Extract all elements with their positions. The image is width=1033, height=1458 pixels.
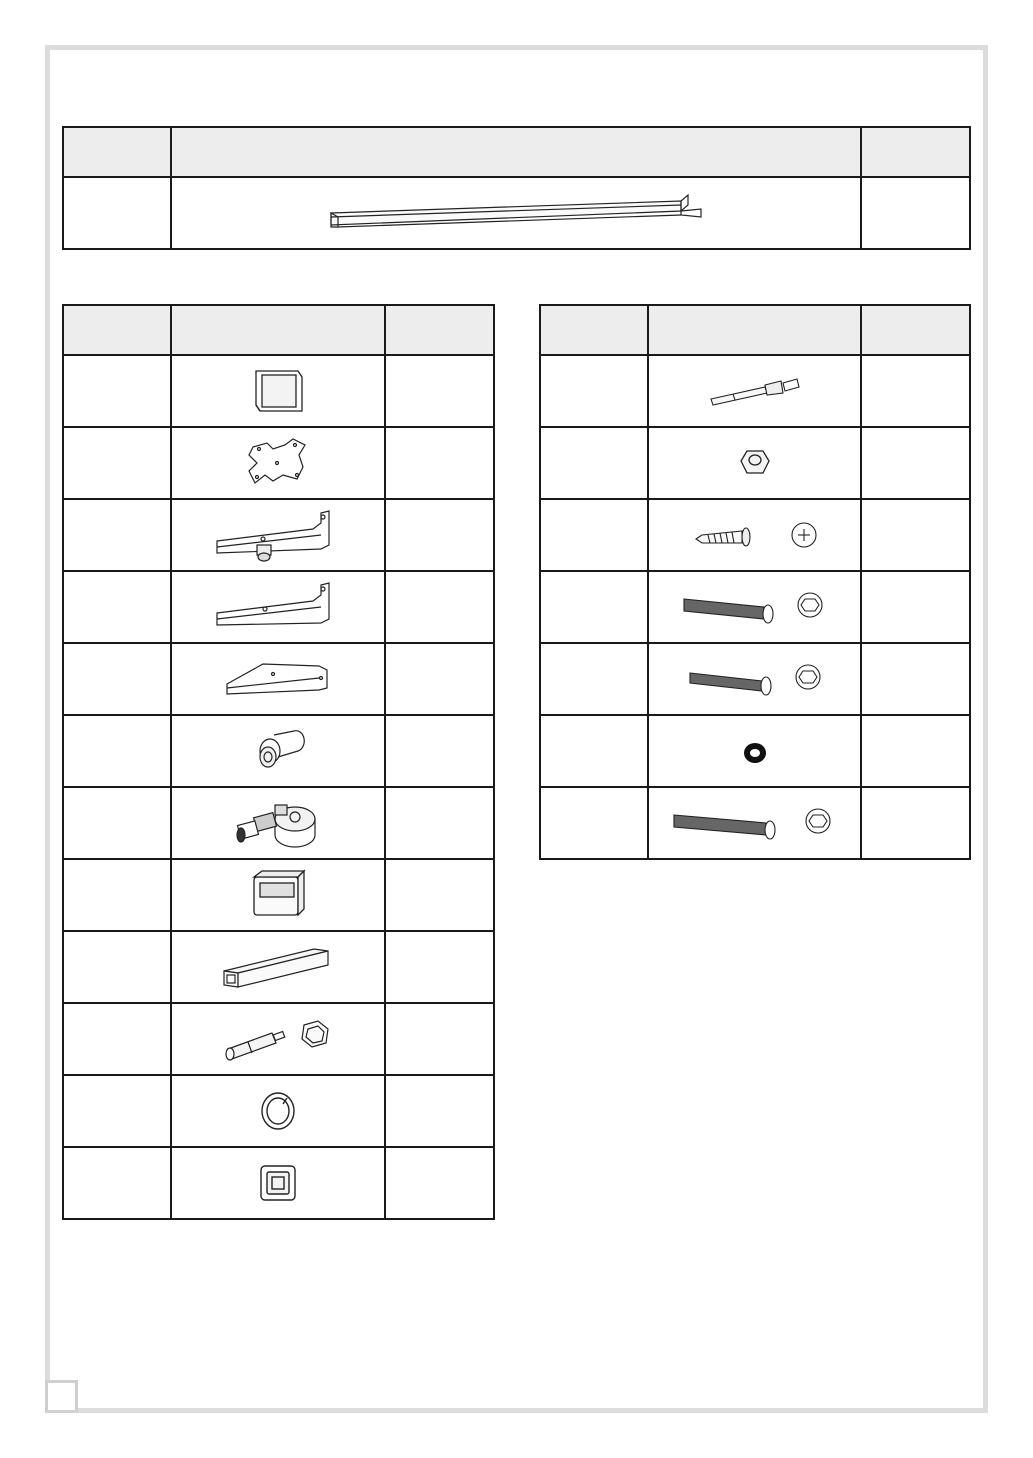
cell-no	[63, 355, 171, 427]
anchor-bolt-icon	[705, 371, 805, 411]
cell-image	[171, 355, 385, 427]
table-row	[540, 643, 970, 715]
cell-no	[63, 499, 171, 571]
cell-qty	[861, 499, 970, 571]
table-row	[540, 715, 970, 787]
header-no	[540, 305, 648, 355]
cell-no	[63, 1147, 171, 1219]
header-part	[648, 305, 861, 355]
cell-qty	[385, 931, 494, 1003]
cell-image	[171, 427, 385, 499]
cell-qty	[385, 643, 494, 715]
cell-image	[171, 177, 861, 249]
header-part	[171, 305, 385, 355]
cell-qty	[861, 427, 970, 499]
cell-image	[648, 715, 861, 787]
top-parts-table	[62, 126, 971, 250]
cell-image	[171, 1003, 385, 1075]
cell-qty	[861, 571, 970, 643]
table-row	[63, 499, 494, 571]
left-parts-table	[62, 304, 495, 1220]
cell-no	[540, 643, 648, 715]
hex-bolt-xl-icon	[670, 801, 840, 845]
cell-qty	[861, 715, 970, 787]
cell-qty	[385, 427, 494, 499]
hex-bolt-medium-icon	[680, 657, 830, 701]
table-row	[63, 931, 494, 1003]
cell-image	[171, 1075, 385, 1147]
ring-clip-icon	[253, 1086, 303, 1136]
table-row	[63, 177, 970, 249]
table-header-row	[540, 305, 970, 355]
cell-no	[540, 715, 648, 787]
table-row	[63, 1147, 494, 1219]
cell-image	[171, 571, 385, 643]
cell-image	[171, 643, 385, 715]
table-row	[63, 643, 494, 715]
table-row	[540, 787, 970, 859]
bracket-knob-icon	[213, 505, 343, 565]
cell-image	[648, 571, 861, 643]
table-row	[540, 427, 970, 499]
hex-nut-icon	[735, 443, 775, 483]
table-row	[63, 355, 494, 427]
table-row	[63, 1075, 494, 1147]
cell-qty	[385, 1003, 494, 1075]
cell-qty	[385, 715, 494, 787]
table-row	[63, 715, 494, 787]
cell-qty	[861, 787, 970, 859]
cell-no	[63, 715, 171, 787]
square-cap-icon	[248, 361, 308, 421]
cell-image	[171, 715, 385, 787]
header-qty	[861, 305, 970, 355]
square-tube-icon	[218, 939, 338, 995]
table-row	[540, 499, 970, 571]
cell-image	[171, 499, 385, 571]
washer-icon	[735, 731, 775, 771]
hex-bolt-long-icon	[680, 585, 830, 629]
stopper-icon	[250, 723, 306, 779]
table-row	[63, 859, 494, 931]
cell-no	[63, 1003, 171, 1075]
cell-no	[63, 1075, 171, 1147]
cell-qty	[861, 643, 970, 715]
cell-qty	[385, 1075, 494, 1147]
cell-qty	[385, 355, 494, 427]
table-row	[540, 355, 970, 427]
cell-image	[648, 643, 861, 715]
cell-no	[63, 931, 171, 1003]
cell-qty	[385, 1147, 494, 1219]
cell-qty	[861, 355, 970, 427]
cell-no	[540, 355, 648, 427]
header-part	[171, 127, 861, 177]
cell-qty	[385, 859, 494, 931]
table-row	[63, 571, 494, 643]
bracket-plain-icon	[213, 579, 343, 635]
cross-plate-icon	[243, 435, 313, 491]
cell-no	[63, 427, 171, 499]
cell-qty	[385, 571, 494, 643]
cell-no	[63, 643, 171, 715]
table-header-row	[63, 127, 970, 177]
table-row	[540, 571, 970, 643]
right-parts-table	[539, 304, 971, 860]
cell-image	[648, 787, 861, 859]
header-no	[63, 305, 171, 355]
square-bushing-icon	[253, 1158, 303, 1208]
cell-qty	[385, 787, 494, 859]
spacer-nut-icon	[218, 1011, 338, 1067]
cell-image	[171, 1147, 385, 1219]
end-cap-box-icon	[248, 867, 308, 923]
header-qty	[385, 305, 494, 355]
header-qty	[861, 127, 970, 177]
header-no	[63, 127, 171, 177]
table-row	[63, 1003, 494, 1075]
cell-no	[63, 177, 171, 249]
table-header-row	[63, 305, 494, 355]
cell-no	[63, 571, 171, 643]
cell-no	[63, 787, 171, 859]
gear-motor-icon	[223, 791, 333, 855]
cell-image	[648, 499, 861, 571]
table-row	[63, 427, 494, 499]
table-row	[63, 787, 494, 859]
short-bracket-icon	[223, 654, 333, 704]
cell-no	[540, 571, 648, 643]
cell-no	[540, 787, 648, 859]
cell-image	[171, 787, 385, 859]
rail-channel-icon	[326, 193, 706, 233]
cell-image	[171, 859, 385, 931]
phillips-screw-icon	[690, 515, 820, 555]
cell-no	[540, 499, 648, 571]
cell-no	[63, 859, 171, 931]
cell-image	[171, 931, 385, 1003]
cell-image	[648, 355, 861, 427]
page-number-box	[45, 1380, 78, 1413]
cell-qty	[385, 499, 494, 571]
cell-no	[540, 427, 648, 499]
cell-qty	[861, 177, 970, 249]
cell-image	[648, 427, 861, 499]
